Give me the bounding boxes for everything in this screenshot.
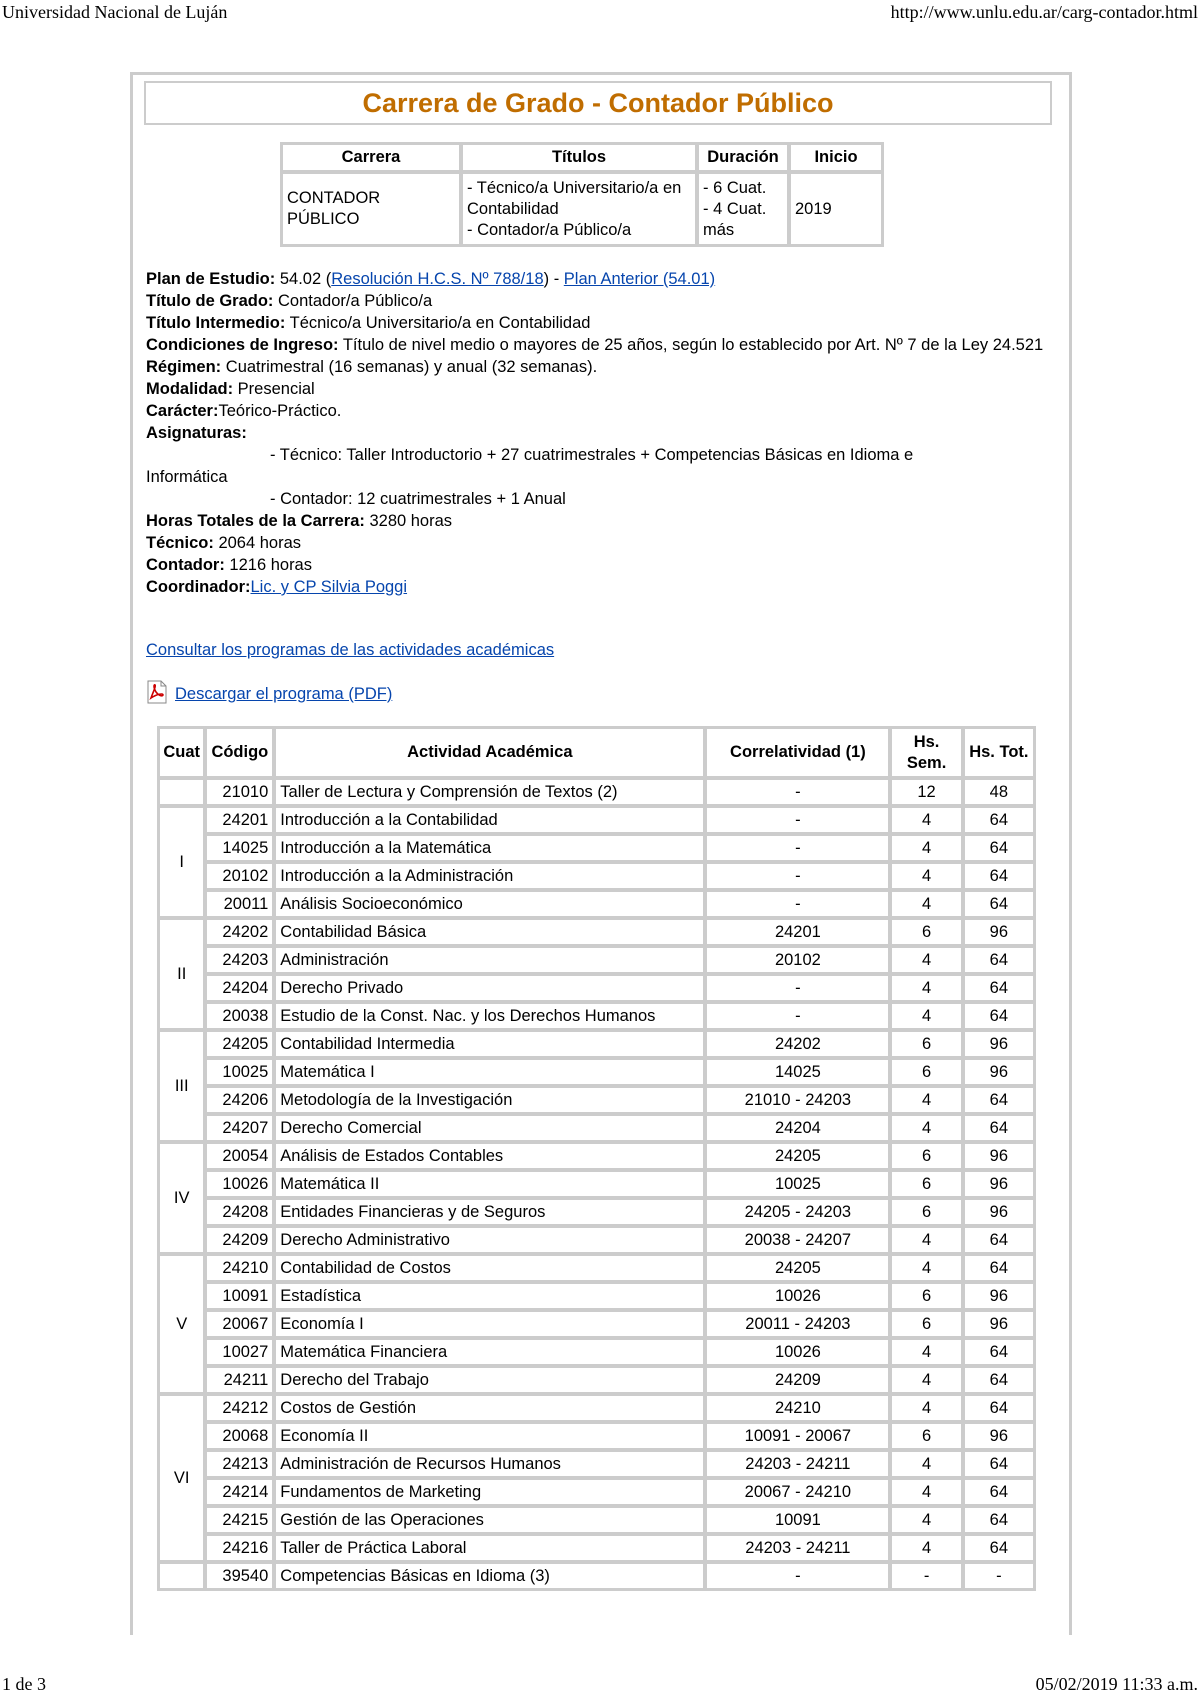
- consultar-block: [146, 641, 554, 660]
- col-header-actividad: Actividad Académica: [275, 728, 704, 777]
- regimen-value: Cuatrimestral (16 semanas) y anual (32 semanas).: [225, 358, 598, 376]
- correlatividad-cell: 24205: [706, 1143, 889, 1169]
- col-header-hs-tot: Hs. Tot.: [964, 728, 1034, 777]
- actividad-cell: Metodología de la Investigación: [275, 1087, 704, 1113]
- correlatividad-cell: 24210: [706, 1395, 889, 1421]
- regimen-label: Régimen:: [146, 358, 222, 376]
- actividad-cell: Costos de Gestión: [275, 1395, 704, 1421]
- hs-sem-cell: 6: [891, 1171, 961, 1197]
- asignaturas-contador: - Contador: 12 cuatrimestrales + 1 Anual: [270, 490, 566, 508]
- cuat-cell: III: [159, 1031, 204, 1141]
- correlatividad-cell: 20067 - 24210: [706, 1479, 889, 1505]
- resolucion-link[interactable]: Resolución H.C.S. Nº 788/18: [331, 270, 544, 288]
- codigo-cell: 24202: [206, 919, 273, 945]
- pdf-icon[interactable]: [145, 680, 169, 704]
- codigo-cell: 24212: [206, 1395, 273, 1421]
- correlatividad-cell: 10091: [706, 1507, 889, 1533]
- plan-table: [157, 726, 1036, 1591]
- page-number: 1 de 3: [2, 1674, 46, 1694]
- caracter-value: Teórico-Práctico.: [218, 402, 342, 420]
- table-row: [159, 1423, 1034, 1449]
- actividad-cell: Derecho Privado: [275, 975, 704, 1001]
- codigo-cell: 10025: [206, 1059, 273, 1085]
- career-info: [146, 268, 1046, 598]
- cuat-cell: I: [159, 807, 204, 917]
- tecnico-label: Técnico:: [146, 534, 214, 552]
- contador-label: Contador:: [146, 556, 225, 574]
- actividad-cell: Fundamentos de Marketing: [275, 1479, 704, 1505]
- actividad-cell: Economía I: [275, 1311, 704, 1337]
- actividad-cell: Contabilidad Básica: [275, 919, 704, 945]
- codigo-cell: 20011: [206, 891, 273, 917]
- actividad-cell: Introducción a la Contabilidad: [275, 807, 704, 833]
- correlatividad-cell: -: [706, 779, 889, 805]
- codigo-cell: 20067: [206, 1311, 273, 1337]
- hs-sem-cell: 6: [891, 1283, 961, 1309]
- cuat-cell: [159, 779, 204, 805]
- hs-sem-cell: 4: [891, 1255, 961, 1281]
- titulo-grado-value: Contador/a Público/a: [278, 292, 433, 310]
- caracter-label: Carácter:: [146, 402, 219, 420]
- hs-tot-cell: 96: [964, 1423, 1034, 1449]
- summary-duracion: [698, 173, 788, 245]
- hs-tot-cell: 64: [964, 1003, 1034, 1029]
- summary-titulos: [462, 173, 696, 245]
- modalidad-value: Presencial: [237, 380, 315, 398]
- correlatividad-cell: -: [706, 891, 889, 917]
- hs-sem-cell: 6: [891, 1143, 961, 1169]
- correlatividad-cell: 10026: [706, 1283, 889, 1309]
- table-row: [159, 1143, 1034, 1169]
- codigo-cell: 24204: [206, 975, 273, 1001]
- codigo-cell: 10026: [206, 1171, 273, 1197]
- correlatividad-cell: 20011 - 24203: [706, 1311, 889, 1337]
- table-row: [159, 975, 1034, 1001]
- codigo-cell: 24203: [206, 947, 273, 973]
- hs-sem-cell: 6: [891, 1423, 961, 1449]
- actividad-cell: Derecho Comercial: [275, 1115, 704, 1141]
- hs-tot-cell: 64: [964, 1451, 1034, 1477]
- correlatividad-cell: 24202: [706, 1031, 889, 1057]
- actividad-cell: Administración de Recursos Humanos: [275, 1451, 704, 1477]
- codigo-cell: 20054: [206, 1143, 273, 1169]
- codigo-cell: 24208: [206, 1199, 273, 1225]
- hs-sem-cell: 4: [891, 975, 961, 1001]
- codigo-cell: 24210: [206, 1255, 273, 1281]
- table-row: [159, 891, 1034, 917]
- asignaturas-line: [146, 422, 1046, 444]
- table-row: [159, 835, 1034, 861]
- col-header-correlatividad: Correlatividad (1): [706, 728, 889, 777]
- codigo-cell: 14025: [206, 835, 273, 861]
- hs-tot-cell: 48: [964, 779, 1034, 805]
- horas-line: [146, 510, 1046, 532]
- plan-header-row: [159, 728, 1034, 777]
- codigo-cell: 24207: [206, 1115, 273, 1141]
- hs-sem-cell: 4: [891, 891, 961, 917]
- codigo-cell: 24215: [206, 1507, 273, 1533]
- cuat-cell: V: [159, 1255, 204, 1393]
- page-title: Carrera de Grado - Contador Público: [362, 88, 834, 118]
- hs-sem-cell: 4: [891, 863, 961, 889]
- print-header: [0, 2, 1200, 22]
- summary-header: Inicio: [790, 144, 882, 171]
- summary-inicio: 2019: [790, 173, 882, 245]
- hs-tot-cell: 96: [964, 1199, 1034, 1225]
- hs-tot-cell: 64: [964, 1535, 1034, 1561]
- cuat-cell: [159, 1563, 204, 1589]
- duracion-item: - 4 Cuat. más: [703, 199, 767, 239]
- hs-sem-cell: 4: [891, 947, 961, 973]
- tecnico-value: 2064 horas: [218, 534, 302, 552]
- hs-sem-cell: 6: [891, 1199, 961, 1225]
- titulo-grado-label: Título de Grado:: [146, 292, 274, 310]
- hs-sem-cell: 4: [891, 1339, 961, 1365]
- codigo-cell: 21010: [206, 779, 273, 805]
- codigo-cell: 24214: [206, 1479, 273, 1505]
- correlatividad-cell: 20102: [706, 947, 889, 973]
- hs-tot-cell: 64: [964, 1087, 1034, 1113]
- modalidad-label: Modalidad:: [146, 380, 234, 398]
- col-header-hs-sem: Hs. Sem.: [891, 728, 961, 777]
- actividad-cell: Estudio de la Const. Nac. y los Derechos Humanos: [275, 1003, 704, 1029]
- hs-sem-cell: 4: [891, 1115, 961, 1141]
- asignaturas-tecnico-cont: Informática: [146, 468, 228, 486]
- download-block: [145, 680, 392, 704]
- coordinador-link[interactable]: Lic. y CP Silvia Poggi: [250, 578, 408, 596]
- table-row: [159, 1115, 1034, 1141]
- codigo-cell: 24213: [206, 1451, 273, 1477]
- condiciones-label: Condiciones de Ingreso:: [146, 336, 339, 354]
- correlatividad-cell: 21010 - 24203: [706, 1087, 889, 1113]
- table-row: [159, 919, 1034, 945]
- table-row: [159, 1087, 1034, 1113]
- hs-tot-cell: 64: [964, 807, 1034, 833]
- actividad-cell: Análisis de Estados Contables: [275, 1143, 704, 1169]
- table-row: [159, 1031, 1034, 1057]
- table-row: [159, 1227, 1034, 1253]
- asignaturas-label: Asignaturas:: [146, 424, 247, 442]
- print-header-url: http://www.unlu.edu.ar/carg-contador.html: [890, 2, 1198, 22]
- codigo-cell: 24209: [206, 1227, 273, 1253]
- correlatividad-cell: -: [706, 1563, 889, 1589]
- correlatividad-cell: 24203 - 24211: [706, 1451, 889, 1477]
- codigo-cell: 24205: [206, 1031, 273, 1057]
- codigo-cell: 24206: [206, 1087, 273, 1113]
- correlatividad-cell: 24205: [706, 1255, 889, 1281]
- table-row: [159, 863, 1034, 889]
- titulo-item: - Contador/a Público/a: [467, 220, 632, 239]
- coordinador-line: [146, 576, 1046, 598]
- hs-sem-cell: 4: [891, 1507, 961, 1533]
- titulo-item: - Técnico/a Universitario/a en Contabilidad: [467, 178, 682, 218]
- hs-tot-cell: 96: [964, 1031, 1034, 1057]
- codigo-cell: 24216: [206, 1535, 273, 1561]
- codigo-cell: 24211: [206, 1367, 273, 1393]
- hs-tot-cell: 96: [964, 1143, 1034, 1169]
- cuat-cell: II: [159, 919, 204, 1029]
- hs-sem-cell: 6: [891, 1031, 961, 1057]
- career-summary-table: [280, 142, 884, 247]
- actividad-cell: Matemática I: [275, 1059, 704, 1085]
- table-row: [159, 1535, 1034, 1561]
- horas-label: Horas Totales de la Carrera:: [146, 512, 365, 530]
- asignaturas-tecnico: - Técnico: Taller Introductorio + 27 cuatrimestrales + Competencias Básicas en Idioma e: [270, 446, 914, 464]
- col-header-codigo: Código: [206, 728, 273, 777]
- correlatividad-cell: 14025: [706, 1059, 889, 1085]
- table-row: [159, 779, 1034, 805]
- duracion-item: - 6 Cuat.: [703, 178, 767, 197]
- hs-sem-cell: 6: [891, 1311, 961, 1337]
- table-row: [159, 1479, 1034, 1505]
- hs-tot-cell: 64: [964, 1507, 1034, 1533]
- correlatividad-cell: 10025: [706, 1171, 889, 1197]
- condiciones-line: [146, 334, 1046, 356]
- hs-sem-cell: 4: [891, 1395, 961, 1421]
- actividad-cell: Economía II: [275, 1423, 704, 1449]
- actividad-cell: Taller de Práctica Laboral: [275, 1535, 704, 1561]
- summary-carrera: CONTADOR PÚBLICO: [282, 173, 460, 245]
- contador-value: 1216 horas: [229, 556, 312, 574]
- titulo-intermedio-value: Técnico/a Universitario/a en Contabilidad: [289, 314, 591, 332]
- actividad-cell: Derecho del Trabajo: [275, 1367, 704, 1393]
- titulo-intermedio-line: [146, 312, 1046, 334]
- actividad-cell: Estadística: [275, 1283, 704, 1309]
- actividad-cell: Análisis Socioeconómico: [275, 891, 704, 917]
- actividad-cell: Introducción a la Matemática: [275, 835, 704, 861]
- actividad-cell: Entidades Financieras y de Seguros: [275, 1199, 704, 1225]
- table-row: [159, 1395, 1034, 1421]
- hs-tot-cell: 64: [964, 1367, 1034, 1393]
- hs-sem-cell: 6: [891, 919, 961, 945]
- plan-label: Plan de Estudio:: [146, 270, 276, 288]
- hs-sem-cell: 4: [891, 1087, 961, 1113]
- plan-line: [146, 268, 1046, 290]
- title-box: [144, 81, 1052, 125]
- table-row: [159, 1003, 1034, 1029]
- codigo-cell: 20102: [206, 863, 273, 889]
- correlatividad-cell: -: [706, 807, 889, 833]
- coordinador-label: Coordinador:: [146, 578, 251, 596]
- codigo-cell: 39540: [206, 1563, 273, 1589]
- table-row: [159, 1255, 1034, 1281]
- hs-tot-cell: 96: [964, 1059, 1034, 1085]
- table-row: [159, 1451, 1034, 1477]
- table-row: [159, 1171, 1034, 1197]
- hs-tot-cell: 64: [964, 1227, 1034, 1253]
- titulo-intermedio-label: Título Intermedio:: [146, 314, 286, 332]
- correlatividad-cell: 10026: [706, 1339, 889, 1365]
- summary-header: Carrera: [282, 144, 460, 171]
- actividad-cell: Taller de Lectura y Comprensión de Textos (2): [275, 779, 704, 805]
- hs-tot-cell: 96: [964, 919, 1034, 945]
- plan-anterior-link[interactable]: Plan Anterior (54.01): [563, 270, 716, 288]
- hs-tot-cell: 64: [964, 975, 1034, 1001]
- codigo-cell: 20038: [206, 1003, 273, 1029]
- print-header-site: Universidad Nacional de Luján: [2, 2, 228, 22]
- hs-sem-cell: 4: [891, 1003, 961, 1029]
- hs-tot-cell: 96: [964, 1311, 1034, 1337]
- consultar-programas-link[interactable]: Consultar los programas de las actividades académicas: [146, 641, 555, 659]
- table-row: [159, 1059, 1034, 1085]
- actividad-cell: Competencias Básicas en Idioma (3): [275, 1563, 704, 1589]
- table-row: [159, 1311, 1034, 1337]
- hs-sem-cell: 4: [891, 1451, 961, 1477]
- hs-sem-cell: 4: [891, 1367, 961, 1393]
- hs-sem-cell: -: [891, 1563, 961, 1589]
- table-row: [159, 947, 1034, 973]
- hs-sem-cell: 12: [891, 779, 961, 805]
- hs-tot-cell: 96: [964, 1283, 1034, 1309]
- hs-tot-cell: 64: [964, 1115, 1034, 1141]
- summary-header: Títulos: [462, 144, 696, 171]
- correlatividad-cell: -: [706, 863, 889, 889]
- hs-sem-cell: 4: [891, 807, 961, 833]
- table-row: [159, 1199, 1034, 1225]
- plan-sep: ) -: [543, 270, 564, 288]
- condiciones-value: Título de nivel medio o mayores de 25 años, según lo establecido por Art. Nº 7 de la Ley 24.521: [342, 336, 1044, 354]
- summary-header: Duración: [698, 144, 788, 171]
- caracter-line: [146, 400, 1046, 422]
- actividad-cell: Introducción a la Administración: [275, 863, 704, 889]
- hs-sem-cell: 4: [891, 835, 961, 861]
- table-row: [159, 807, 1034, 833]
- actividad-cell: Contabilidad de Costos: [275, 1255, 704, 1281]
- hs-sem-cell: 4: [891, 1479, 961, 1505]
- hs-tot-cell: 64: [964, 947, 1034, 973]
- table-row: [159, 1563, 1034, 1589]
- hs-sem-cell: 6: [891, 1059, 961, 1085]
- correlatividad-cell: 10091 - 20067: [706, 1423, 889, 1449]
- hs-tot-cell: 64: [964, 1479, 1034, 1505]
- actividad-cell: Gestión de las Operaciones: [275, 1507, 704, 1533]
- codigo-cell: 20068: [206, 1423, 273, 1449]
- hs-tot-cell: 64: [964, 1339, 1034, 1365]
- correlatividad-cell: 24203 - 24211: [706, 1535, 889, 1561]
- plan-value: 54.02 (: [279, 270, 332, 288]
- regimen-line: [146, 356, 1046, 378]
- plan-body: [159, 779, 1034, 1589]
- hs-sem-cell: 4: [891, 1227, 961, 1253]
- contador-line: [146, 554, 1046, 576]
- hs-tot-cell: 64: [964, 1255, 1034, 1281]
- correlatividad-cell: 24209: [706, 1367, 889, 1393]
- correlatividad-cell: -: [706, 835, 889, 861]
- cuat-cell: IV: [159, 1143, 204, 1253]
- horas-value: 3280 horas: [369, 512, 453, 530]
- codigo-cell: 10091: [206, 1283, 273, 1309]
- titulo-grado-line: [146, 290, 1046, 312]
- cuat-cell: VI: [159, 1395, 204, 1561]
- correlatividad-cell: -: [706, 1003, 889, 1029]
- descargar-pdf-link[interactable]: Descargar el programa (PDF): [175, 685, 393, 703]
- correlatividad-cell: 24204: [706, 1115, 889, 1141]
- codigo-cell: 10027: [206, 1339, 273, 1365]
- table-row: [159, 1367, 1034, 1393]
- correlatividad-cell: 24205 - 24203: [706, 1199, 889, 1225]
- table-row: [159, 1507, 1034, 1533]
- hs-tot-cell: -: [964, 1563, 1034, 1589]
- tecnico-line: [146, 532, 1046, 554]
- table-row: [159, 1283, 1034, 1309]
- modalidad-line: [146, 378, 1046, 400]
- print-datetime: 05/02/2019 11:33 a.m.: [1035, 1674, 1198, 1694]
- codigo-cell: 24201: [206, 807, 273, 833]
- hs-sem-cell: 4: [891, 1535, 961, 1561]
- hs-tot-cell: 64: [964, 863, 1034, 889]
- correlatividad-cell: 20038 - 24207: [706, 1227, 889, 1253]
- correlatividad-cell: 24201: [706, 919, 889, 945]
- hs-tot-cell: 64: [964, 1395, 1034, 1421]
- hs-tot-cell: 64: [964, 835, 1034, 861]
- hs-tot-cell: 96: [964, 1171, 1034, 1197]
- correlatividad-cell: -: [706, 975, 889, 1001]
- col-header-cuat: Cuat: [159, 728, 204, 777]
- actividad-cell: Contabilidad Intermedia: [275, 1031, 704, 1057]
- hs-tot-cell: 64: [964, 891, 1034, 917]
- actividad-cell: Matemática II: [275, 1171, 704, 1197]
- table-row: [159, 1339, 1034, 1365]
- actividad-cell: Administración: [275, 947, 704, 973]
- actividad-cell: Derecho Administrativo: [275, 1227, 704, 1253]
- actividad-cell: Matemática Financiera: [275, 1339, 704, 1365]
- print-footer: [0, 1674, 1200, 1694]
